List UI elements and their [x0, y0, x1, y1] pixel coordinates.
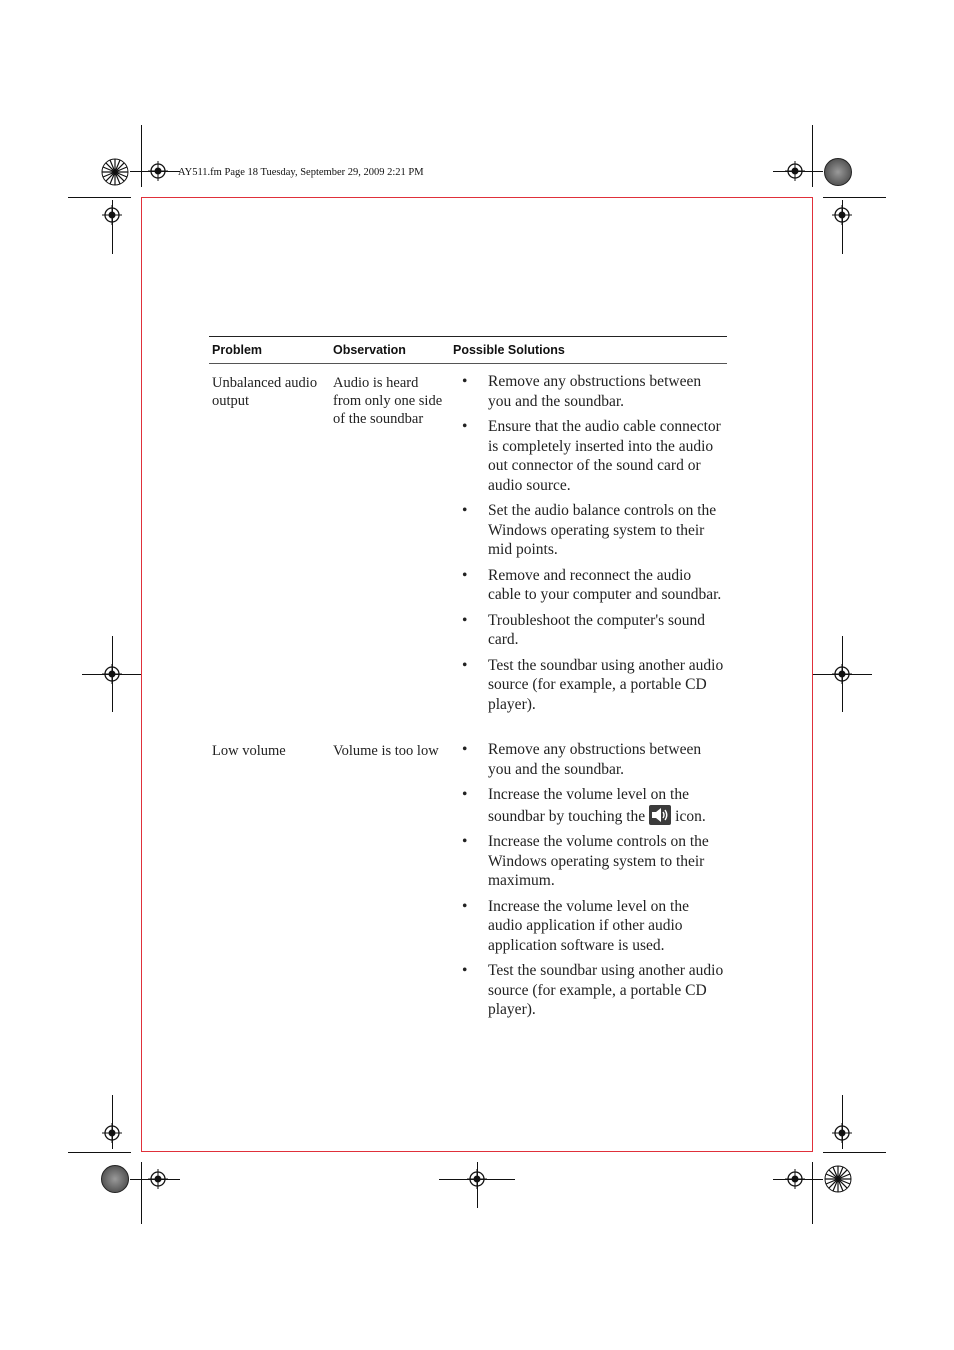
registration-target-icon — [832, 664, 852, 684]
solutions-list — [453, 372, 727, 714]
header-observation: Observation — [333, 343, 406, 357]
list-item: • Increase the volume level on the audio application if other audio application software is used. — [462, 897, 689, 954]
registration-target-icon — [832, 1123, 852, 1143]
list-item: • Remove and reconnect the audio cable to your computer and soundbar. — [462, 566, 722, 603]
registration-target-icon — [148, 161, 168, 181]
table-header-row — [209, 337, 727, 363]
registration-target-icon — [785, 1169, 805, 1189]
list-item: • Remove any obstructions between you and the soundbar. — [462, 741, 702, 778]
header-possible-solutions: Possible Solutions — [453, 343, 565, 357]
registration-target-icon — [102, 1123, 122, 1143]
list-item: • Test the soundbar using another audio source (for example, a portable CD player). — [462, 962, 724, 1018]
problem-cell: Low volume — [212, 743, 286, 759]
solutions-list — [453, 740, 727, 1020]
starburst-wheel-icon — [101, 158, 129, 186]
list-item: • Increase the volume controls on the Windows operating system to their maximum. — [462, 833, 709, 889]
registration-target-icon — [467, 1169, 487, 1189]
solutions-cell — [450, 740, 727, 1026]
print-slug: AY511.fm Page 18 Tuesday, September 29, 2009 2:21 PM — [178, 167, 424, 178]
observation-cell: Volume is too low — [333, 743, 439, 759]
solutions-cell — [450, 372, 727, 730]
list-item: • Set the audio balance controls on the Windows operating system to their mid points. — [462, 502, 717, 558]
list-item: • Ensure that the audio cable connector is completely inserted into the audio out connector of the sound card or audio source. — [462, 418, 721, 494]
header-problem: Problem — [212, 343, 263, 357]
problem-cell: Unbalanced audio output — [212, 375, 318, 409]
list-item: • Increase the volume level on the soundbar by touching the icon. — [462, 786, 706, 825]
gray-wheel-icon — [101, 1165, 129, 1193]
registration-target-icon — [102, 664, 122, 684]
starburst-wheel-icon — [824, 1165, 852, 1193]
speaker-volume-icon — [649, 805, 671, 825]
registration-target-icon — [785, 161, 805, 181]
table-row — [209, 364, 727, 730]
list-item: • Test the soundbar using another audio source (for example, a portable CD player). — [462, 656, 724, 713]
registration-target-icon — [832, 205, 852, 225]
observation-cell: Audio is heard from only one side of the soundbar — [333, 375, 443, 427]
registration-target-icon — [102, 205, 122, 225]
gray-wheel-icon — [824, 158, 852, 186]
list-item: • Remove any obstructions between you and the soundbar. — [462, 373, 702, 410]
registration-target-icon — [148, 1169, 168, 1189]
troubleshooting-table — [209, 336, 727, 1026]
table-row — [209, 730, 727, 1026]
list-item: • Troubleshoot the computer's sound card. — [462, 611, 706, 648]
